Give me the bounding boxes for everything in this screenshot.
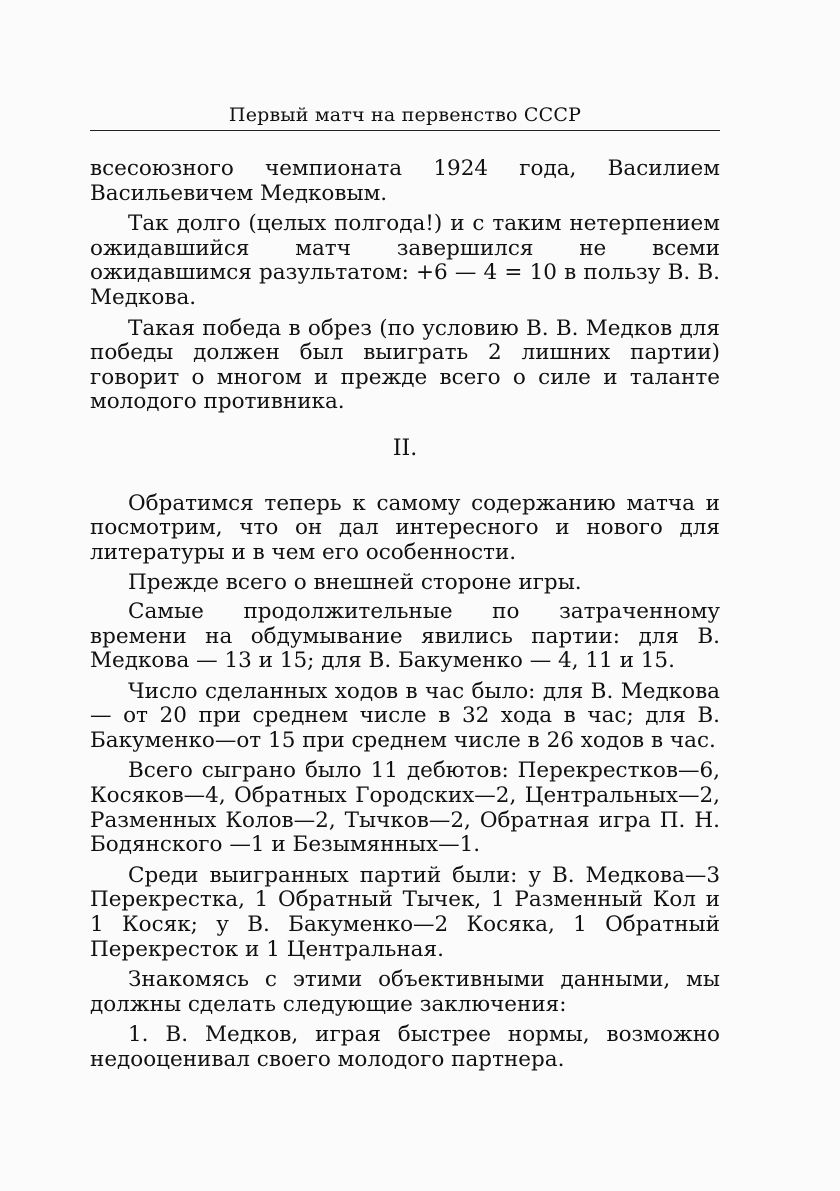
paragraph: всесоюзного чемпионата 1924 года, Василием Васильевичем Медковым.: [90, 156, 720, 206]
paragraph: Среди выигранных партий были: у В. Медкова—3 Перекрестка, 1 Обратный Тычек, 1 Разменный Кол и 1 Косяк; у В. Бакуменко—2 Косяка, 1 Обратный Перекресток и 1 Центральная.: [90, 862, 720, 962]
body-text: [90, 157, 720, 1079]
header-rule: [90, 130, 720, 131]
paragraph: Число сделанных ходов в час было: для В. Медкова — от 20 при среднем числе в 32 хода в час; для В. Бакуменко—от 15 при среднем числе в 26 ходов в час.: [90, 678, 720, 753]
paragraph: Обратимся теперь к самому содержанию матча и посмотрим, что он дал интересного и нового для литературы и в чем его особенности.: [90, 490, 720, 565]
section-number: II.: [392, 435, 418, 461]
paragraph: Такая победа в обрез (по условию В. В. Медков для победы должен был выиграть 2 лишних партии) говорит о многом и прежде всего о силе и таланте молодого противника.: [90, 315, 720, 415]
paragraph: Прежде всего о внешней стороне игры.: [128, 570, 582, 596]
paragraph: Знакомясь с этими объективными данными, мы должны сделать следующие заключения:: [90, 967, 720, 1017]
paragraph: Самые продолжительные по затраченному времени на обдумывание явились партии: для В. Медкова — 13 и 15; для В. Бакуменко — 4, 11 и 15.: [90, 598, 720, 674]
paragraph: Так долго (целых полгода!) и с таким нетерпением ожидавшийся матч завершился не всеми ожидавшимся разультатом: +6 — 4 = 10 в пользу В. В. Медкова.: [90, 211, 720, 310]
paragraph: Всего сыграно было 11 дебютов: Перекрестков—6, Косяков—4, Обратных Городских—2, Центральных—2, Разменных Колов—2, Тычков—2, Обратная игра П. Н. Бодянского —1 и Безымянных—1.: [90, 758, 720, 858]
book-page: [90, 0, 720, 1191]
paragraph: 1. В. Медков, играя быстрее нормы, возможно недооценивал своего молодого партнера.: [90, 1022, 720, 1072]
running-head: Первый матч на первенство СССР: [228, 104, 582, 126]
